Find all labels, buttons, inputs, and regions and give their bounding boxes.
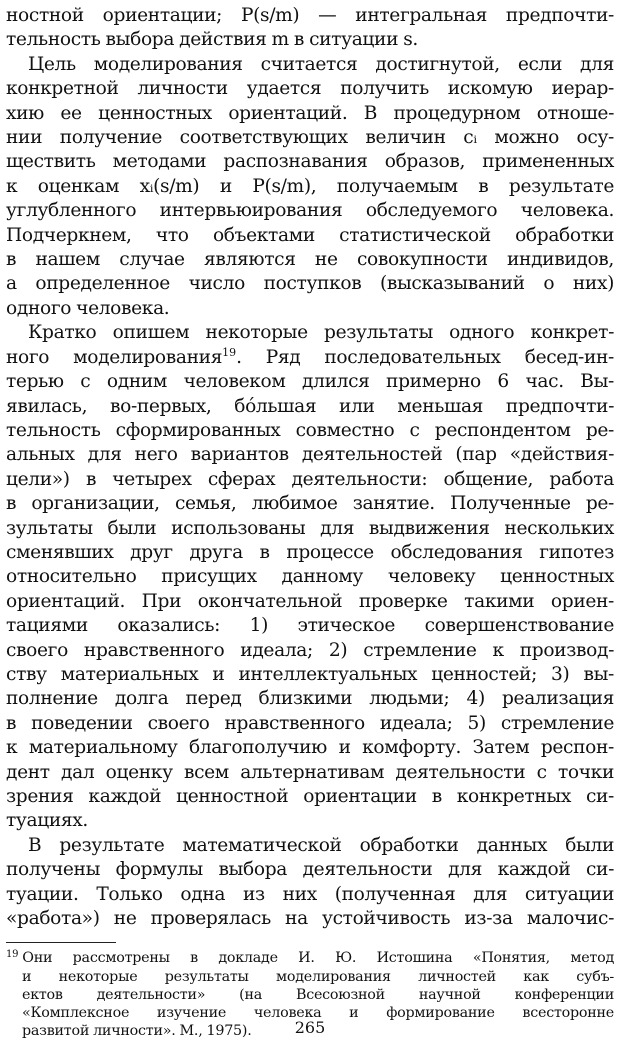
footnote-divider [6, 942, 116, 943]
text-line: тельность выбора действия m в ситуации s. [6, 29, 418, 51]
text-line: В результате математической обработки данных были [28, 834, 614, 856]
text-line: ществить методами распознавания образов, примененных [6, 151, 614, 173]
text-line: альных для него вариантов деятельностей (пар «действия- [6, 444, 614, 466]
text-line: а определенное число поступков (высказываний о них) [6, 273, 614, 295]
text-line: «работа») не проверялась на устойчивость из-за малочис- [6, 908, 614, 930]
paragraph-4 [6, 834, 614, 932]
text-line: одного человека. [6, 297, 170, 319]
text-line: ностной ориентации; P(s/m) — интегральная предпочти- [6, 5, 614, 26]
text-line: хию ее ценностных ориентаций. В процедурном отноше- [6, 102, 614, 124]
text-line: получены формулы выбора деятельности для каждой си- [6, 859, 614, 881]
text-line: нии получение соответствующих величин cᵢ можно осу- [6, 127, 614, 149]
text-line: туации. Только одна из них (полученная для ситуации [6, 883, 614, 905]
text-line: терью с одним человеком длился примерно 6 час. Вы- [6, 371, 614, 393]
text-line: явилась, во-первых, бóльшая или меньшая предпочти- [6, 395, 614, 417]
text-line: своего нравственного идеала; 2) стремление к производ- [6, 639, 614, 661]
paragraph-3 [6, 321, 614, 834]
text-line: в организации, семья, любимое занятие. Полученные ре- [6, 493, 614, 515]
footnote-line [6, 949, 614, 967]
text-line: углубленного интервьюирования обследуемого человека. [6, 200, 614, 222]
text-line: к материальному благополучию и комфорту. Затем респон- [6, 737, 614, 759]
text-line: зультаты были использованы для выдвижения нескольких [6, 517, 614, 539]
paragraph-2 [6, 53, 614, 321]
text-line: тельность сформированных совместно с респондентом ре- [6, 419, 614, 441]
footnote-line: и некоторые результаты моделирования личностей как субъ- [22, 968, 614, 985]
text-line: Цель моделирования считается достигнутой, если для [28, 53, 614, 75]
text-fragment: . Ряд последовательных бесед-ин- [236, 346, 614, 368]
text-line: Подчеркнем, что объектами статистической обработки [6, 224, 614, 246]
text-fragment: ного моделирования [6, 346, 223, 368]
main-text [6, 4, 614, 931]
text-line: конкретной личности удается получить искомую иерар- [6, 78, 614, 100]
footnote-line: «Комплексное изучение человека и формирование всесторонне [22, 1005, 614, 1022]
text-line: туациях. [6, 810, 88, 832]
text-fragment: Они рассмотрены в докладе И. Ю. Истошина «Понятия, метод [22, 950, 614, 967]
text-line: дент дал оценку всем альтернативам деятельности с точки [6, 761, 614, 783]
text-line: к оценкам xᵢ(s/m) и P(s/m), получаемым в результате [6, 175, 614, 197]
footnote-reference[interactable]: 19 [222, 345, 237, 359]
paragraph-1 [6, 4, 614, 53]
footnote-line: развитой личности». М., 1975). [22, 1023, 252, 1040]
text-line: полнение долга перед близкими людьми; 4) реализация [6, 688, 614, 710]
text-line: относительно присущих данному человеку ценностных [6, 566, 614, 588]
text-line: сменявших друг друга в процессе обследования гипотез [6, 541, 614, 563]
footnote-number: 19 [6, 949, 19, 961]
text-line: ориентаций. При окончательной проверке такими ориен- [6, 590, 614, 612]
footnote-line: ектов деятельности» (на Всесоюзной научной конференции [22, 986, 614, 1003]
page-number: 265 [294, 1018, 326, 1037]
text-line: зрения каждой ценностной ориентации в конкретных си- [6, 786, 614, 807]
text-line: тациями оказались: 1) этическое совершенствование [6, 615, 614, 637]
text-line: ству материальных и интеллектуальных ценностей; 3) вы- [6, 663, 614, 685]
text-line-with-ref [6, 346, 614, 370]
text-line: Кратко опишем некоторые результаты одного конкрет- [28, 322, 614, 344]
text-line: цели») в четырех сферах деятельности: общение, работа [6, 468, 614, 490]
text-line: в поведении своего нравственного идеала; 5) стремление [6, 712, 614, 734]
text-line: в нашем случае являются не совокупности индивидов, [6, 249, 614, 271]
